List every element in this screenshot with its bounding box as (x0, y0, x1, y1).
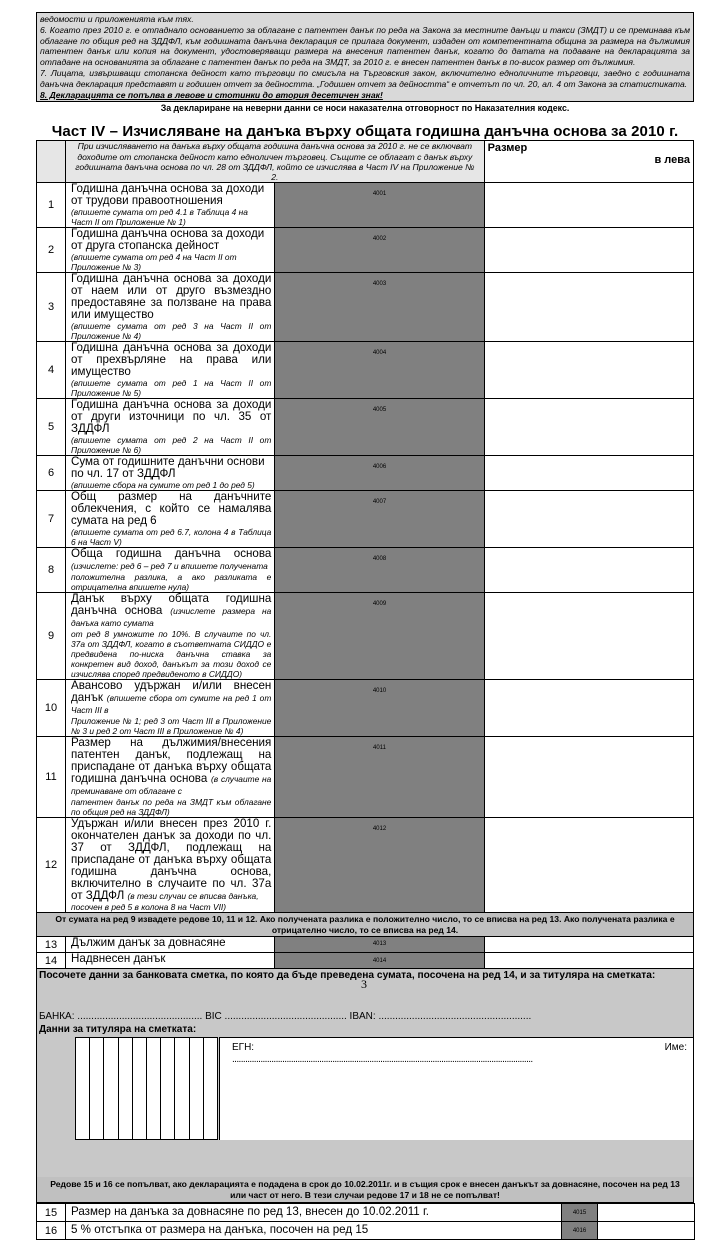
table-row (37, 183, 694, 228)
table-header-description: При изчисляването на данъка върху общата годишна данъчна основа за 2010 г. не се включват доходите от стопанска дейност като едноличен търговец. Същите се облагат с данък върху годишната данъчна основа по чл. 28 от ЗДДФЛ, който се изчислява в Част IV на Приложение № 2. (66, 141, 485, 183)
row-instruction: (впишете сбора на сумите от ред 1 до ред 5) (71, 480, 255, 491)
row-number: 16 (37, 1222, 66, 1240)
row-number: 4 (37, 342, 66, 399)
row-inline-instruction: (изчислете размера на данъка като сумата (71, 606, 272, 629)
table-row (37, 818, 694, 913)
row-code: 4012 (275, 818, 484, 913)
page-number: 3 (361, 977, 367, 991)
table-row (37, 228, 694, 273)
row-instruction: положителна разлика, а ако разликата е отрицателна впишете нула) (71, 572, 272, 593)
row-instruction: посочен в ред 5 в колона 8 на Част VII) (71, 902, 227, 913)
row-title: 5 % отстъпка от размера на данъка, посочен на ред 15 (71, 1223, 369, 1237)
note-6: 6. Когато през 2010 г. е отпаднало основанието за облагане с патентен данък по реда на Закона за местните данъци и такси (ЗМДТ) и се преминава към облагане по общия ред на ЗДДФЛ, към годишната данъчна декларация се прилага документ, издаден от компетентната община за размера на дължимия патентен данък или копия на документ, удостоверяващи размера на внесения патентен данък, когато до датата на подаване на декларацията за отпадане на основанията за облагане с патентен данък по реда на ЗМДТ, за 2010 г. е внесен патентен данък в по-висок размер от дължимия. (40, 24, 690, 68)
holder-details-area (219, 1037, 693, 1140)
table-row (37, 273, 694, 342)
amount-field-4003[interactable] (484, 273, 693, 342)
row-code: 4009 (275, 593, 484, 680)
instructions-notes (36, 12, 694, 102)
row-inline-instruction: (впишете сбора от сумите на ред 1 от Част III в (71, 693, 272, 716)
row-title: Удържан и/или внесен през 2010 г. окончателен данък за доходи по чл. 37 от ЗДДФЛ, подлежащ на приспадане от данъка върху общата годишна данъчна основа, включително в случаите по чл. 37а от ЗДДФЛ (71, 817, 272, 903)
note-8: 8. Декларацията се попълва в левове и стотинки до втория десетичен знак! (40, 89, 383, 100)
row-title: Размер на данъка за довнасяне по ред 13, внесен до 10.02.2011 г. (71, 1205, 429, 1219)
instruction-band-2: Редове 15 и 16 се попълват, ако декларацията е подадена в срок до 10.02.2011г. и в същия срок е внесен данъкът за довнасяне, посочен на ред 13 или част от него. В тези случаи редове 17 и 18 не се попълват! (36, 1177, 694, 1203)
table-row (37, 342, 694, 399)
row-code: 4001 (275, 183, 484, 228)
row-code: 4010 (275, 680, 484, 737)
letter-box[interactable] (190, 1038, 204, 1139)
row-code: 4014 (275, 953, 484, 969)
table-row (37, 953, 694, 969)
row-number: 14 (37, 953, 66, 969)
row-title: Годишна данъчна основа за доходи от трудови правоотношения (71, 182, 265, 208)
amount-field-4005[interactable] (484, 399, 693, 456)
amount-field-4012[interactable] (484, 818, 693, 913)
amount-field-4008[interactable] (484, 548, 693, 593)
amount-field-4013[interactable] (484, 937, 693, 953)
egn-label: ЕГН: (232, 1042, 255, 1054)
letter-box[interactable] (133, 1038, 147, 1139)
table-row (37, 680, 694, 737)
row-number: 9 (37, 593, 66, 680)
row-instruction: (впишете сумата от ред 3 на Част II от Приложение № 4) (71, 321, 272, 342)
row-title: Общ размер на данъчните облекчения, с който се намалява сумата на ред 6 (71, 490, 272, 528)
table-row (37, 1204, 695, 1222)
tax-calculation-table (36, 140, 694, 969)
row-inline-instruction: (в случаите на преминаване от облагане с (71, 774, 272, 797)
amount-column-header (484, 141, 693, 183)
row-number: 6 (37, 456, 66, 491)
row-code: 4007 (275, 491, 484, 548)
letter-box[interactable] (90, 1038, 104, 1139)
row-instruction: Приложение № 1; ред 3 от Част III в Приложение № 3 и ред 2 от Част III в Приложение № 4) (71, 716, 272, 737)
amount-field-4014[interactable] (484, 953, 693, 969)
row-title: Дължим данък за довнасяне (71, 936, 226, 950)
row-code: 4002 (275, 228, 484, 273)
name-label: Име: (664, 1042, 687, 1054)
row-code: 4011 (275, 737, 484, 818)
amount-field-4015[interactable] (598, 1204, 695, 1222)
amount-field-4006[interactable] (484, 456, 693, 491)
row-number: 3 (37, 273, 66, 342)
row-title: Сума от годишните данъчни основи по чл. 17 от ЗДДФЛ (71, 455, 265, 481)
row-title: Годишна данъчна основа за доходи от наем или от друго възмездно предоставяне за ползване на права или имущество (71, 272, 272, 322)
letter-box[interactable] (175, 1038, 189, 1139)
form-page (36, 12, 694, 1240)
row-number: 8 (37, 548, 66, 593)
row-instruction: от ред 8 умножите по 10%. В случаите по чл. 37а от ЗДДФЛ, когато в съответната СИДДО е предвидена по-ниска данъчна ставка за конкретен вид доход, данъкът за този доход се изчислява според предвиденото в СИДДО) (71, 629, 272, 680)
row-code: 4016 (562, 1222, 598, 1240)
bank-section-filler (37, 1140, 693, 1177)
table-row (37, 548, 694, 593)
row-instruction: (впишете сумата от ред 6.7, колона 4 в Таблица 6 на Част V) (71, 527, 272, 548)
row-title: Годишна данъчна основа за доходи от прехвърляне на права или имущество (71, 341, 272, 379)
liability-warning: За деклариране на неверни данни се носи наказателна отговорност по Наказателния кодекс. (160, 103, 570, 114)
row-title: Годишна данъчна основа за доходи от други източници по чл. 35 от ЗДДФЛ (71, 398, 272, 436)
amount-field-4007[interactable] (484, 491, 693, 548)
letter-box[interactable] (104, 1038, 118, 1139)
table-row (37, 593, 694, 680)
bank-details-line[interactable]: БАНКА: ............................................. BIC ............................................ IBAN: ....................................................... (39, 1011, 532, 1023)
currency-label: в лева (654, 154, 690, 167)
row-title: Размер на дължимия/внесения патентен данък, подлежащ на приспадане от данъка върху общата годишна данъчна основа (71, 736, 272, 786)
row-instruction: (впишете сумата от ред 4 на Част II от Приложение № 3) (71, 252, 237, 273)
letter-box[interactable] (147, 1038, 161, 1139)
row-code: 4003 (275, 273, 484, 342)
table-row (37, 491, 694, 548)
table-row (37, 1222, 695, 1240)
row-number: 7 (37, 491, 66, 548)
amount-field-4004[interactable] (484, 342, 693, 399)
egn-input-line[interactable]: .......................................................................................................................................... (232, 1054, 533, 1066)
letter-box[interactable] (119, 1038, 133, 1139)
bank-account-section (36, 969, 694, 1177)
row-inline-instruction: (в тези случаи се вписва данъка, (127, 891, 259, 902)
row-code: 4013 (275, 937, 484, 953)
row-number: 10 (37, 680, 66, 737)
notes-top-line: ведомости и приложенията към тях. (40, 14, 194, 24)
table-row (37, 737, 694, 818)
account-holder-label: Данни за титуляра на сметката: (39, 1024, 197, 1036)
instruction-band-1: От сумата на ред 9 извадете редове 10, 11 и 12. Ако получената разлика е положително число, то се вписва на ред 13. Ако получената разлика е отрицателно число, то се вписва на ред 14. (37, 913, 694, 937)
table-row (37, 937, 694, 953)
amount-field-4002[interactable] (484, 228, 693, 273)
row-instruction: (впишете сумата от ред 1 на Част II от Приложение № 5) (71, 378, 272, 399)
row-title: Годишна данъчна основа за доходи от друга стопанска дейност (71, 227, 265, 253)
bank-heading: Посочете данни за банковата сметка, по която да бъде преведена сумата, посочена на ред 14, и за титуляра на сметката: (39, 970, 656, 982)
row-code: 4004 (275, 342, 484, 399)
row-code: 4008 (275, 548, 484, 593)
amount-field-4011[interactable] (484, 737, 693, 818)
row-number: 15 (37, 1204, 66, 1222)
letter-box[interactable] (161, 1038, 175, 1139)
row-instruction: (впишете сумата от ред 2 на Част II от Приложение № 6) (71, 435, 272, 456)
discount-table (36, 1203, 695, 1240)
table-row (37, 456, 694, 491)
row-number: 5 (37, 399, 66, 456)
row-title: Данък върху общата годишна данъчна основа (71, 592, 272, 618)
table-row (37, 399, 694, 456)
row-number: 12 (37, 818, 66, 913)
row-number: 2 (37, 228, 66, 273)
row-instruction: патентен данък по реда на ЗМДТ към облагане по общия ред на ЗДДФЛ) (71, 797, 272, 818)
holder-name-boxes[interactable] (75, 1037, 218, 1140)
amount-field-4010[interactable] (484, 680, 693, 737)
row-number: 11 (37, 737, 66, 818)
row-code: 4006 (275, 456, 484, 491)
row-code: 4005 (275, 399, 484, 456)
row-title: Авансово удържан и/или внесен данък (71, 679, 272, 705)
amount-field-4009[interactable] (484, 593, 693, 680)
size-label: Размер (487, 142, 528, 155)
row-code: 4015 (562, 1204, 598, 1222)
note-7: 7. Лицата, извършващи стопанска дейност като търговци по смисъла на Търговския закон, включително едноличните търговци, заедно с годишната данъчна декларация представят и годишен отчет за дейността. „Годишен отчет за дейността“ е отчетът по чл. 20, ал. 4 от Закона за статистиката. (40, 67, 690, 89)
amount-field-4001[interactable] (484, 183, 693, 228)
letter-box[interactable] (76, 1038, 90, 1139)
letter-box[interactable] (204, 1038, 217, 1139)
row-inline-instruction: (изчислете: ред 6 – ред 7 и впишете получената (71, 561, 268, 572)
row-title: Обща годишна данъчна основа (71, 547, 272, 561)
row-number: 1 (37, 183, 66, 228)
part-title: Част IV – Изчисляване на данъка върху общата годишна данъчна основа за 2010 г. (51, 123, 679, 141)
row-title: Надвнесен данък (71, 952, 166, 966)
amount-field-4016[interactable] (598, 1222, 695, 1240)
row-number: 13 (37, 937, 66, 953)
row-instruction: (впишете сумата от ред 4.1 в Таблица 4 на Част II от Приложение № 1) (71, 207, 248, 228)
